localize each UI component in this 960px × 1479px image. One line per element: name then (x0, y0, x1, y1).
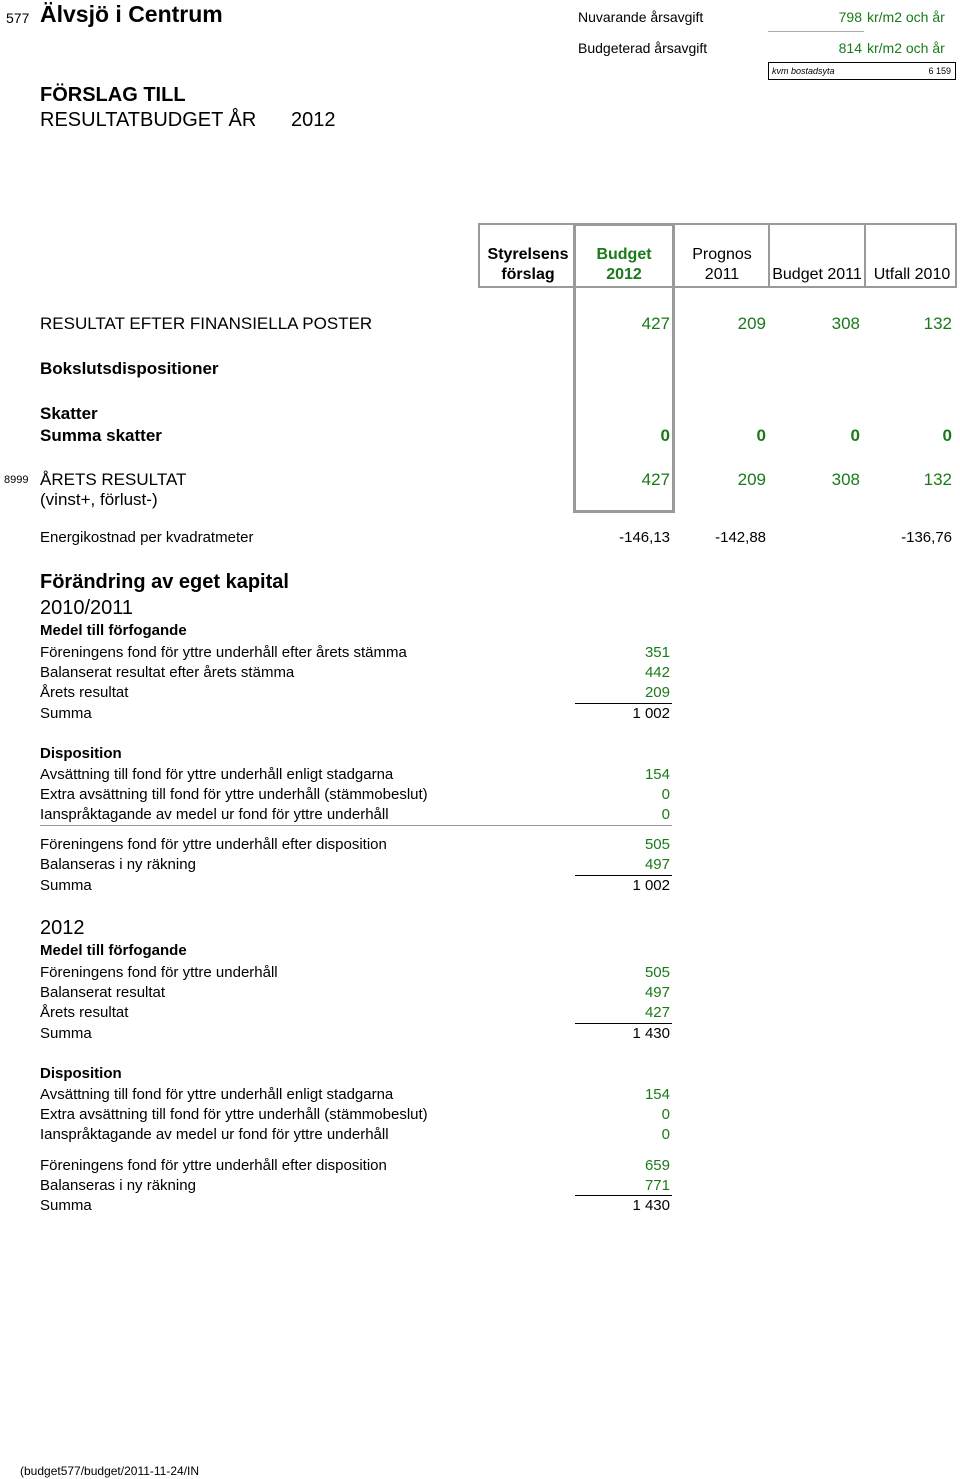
arets-resultat-label: ÅRETS RESULTAT (40, 470, 187, 489)
p2-disp-label: Ianspråktagande av medel ur fond för yttre underhåll (40, 1126, 389, 1143)
after-financial-prognos: 209 (737, 314, 766, 333)
p1-disp-value: 497 (644, 856, 670, 873)
p1-disp-value: 505 (644, 836, 670, 853)
p1-medel-label: Balanserat resultat efter årets stämma (40, 664, 295, 681)
sum-rule (575, 703, 672, 704)
p1-medel-label: Årets resultat (40, 684, 129, 701)
p1-disp-value: 0 (661, 786, 670, 803)
arets-resultat-budget: 427 (641, 470, 670, 489)
equity-title: Förändring av eget kapital (40, 571, 289, 593)
p2-disp-label: Avsättning till fond för yttre underhåll enligt stadgarna (40, 1086, 394, 1103)
arets-resultat-sub: (vinst+, förlust-) (40, 490, 158, 509)
summa-skatter-utfall: 0 (942, 426, 952, 445)
p1-disp-value: 0 (661, 806, 670, 823)
p2-disp-sum-value: 1 430 (632, 1197, 670, 1214)
area-box (768, 62, 956, 80)
after-financial-budget2011: 308 (831, 314, 860, 333)
arets-resultat-budget2011: 308 (831, 470, 860, 489)
p2-medel-heading: Medel till förfogande (40, 942, 187, 959)
p2-medel-value: 497 (644, 984, 670, 1001)
p1-medel-label: Föreningens fond för yttre underhåll efter årets stämma (40, 644, 407, 661)
area-label: kvm bostadsyta (772, 66, 835, 76)
p2-medel-sum-label: Summa (40, 1025, 92, 1042)
col-budget-year: 2012 (606, 266, 642, 283)
page-number: 577 (6, 10, 30, 26)
budget-fee-value: 814 (838, 40, 862, 56)
summa-skatter-prognos: 0 (756, 426, 766, 445)
p2-medel-label: Årets resultat (40, 1004, 129, 1021)
p2-disp-value: 771 (644, 1177, 670, 1194)
current-fee-label: Nuvarande årsavgift (578, 9, 704, 25)
after-financial-budget: 427 (641, 314, 670, 333)
arets-resultat-prognos: 209 (737, 470, 766, 489)
current-fee-unit: kr/m2 och år (867, 9, 945, 25)
p2-medel-label: Balanserat resultat (40, 984, 166, 1001)
p2-medel-value: 505 (644, 964, 670, 981)
p1-disp-label: Avsättning till fond för yttre underhåll enligt stadgarna (40, 766, 394, 783)
col-forslag: förslag (501, 266, 555, 283)
p2-medel-label: Föreningens fond för yttre underhåll (40, 964, 278, 981)
after-financial-label: RESULTAT EFTER FINANSIELLA POSTER (40, 314, 373, 333)
current-fee-value: 798 (838, 9, 862, 25)
after-financial-utfall: 132 (923, 314, 952, 333)
p2-disp-label: Balanseras i ny räkning (40, 1177, 196, 1194)
skatter-label: Skatter (40, 404, 98, 423)
header-divider (768, 223, 770, 288)
footer-reference: (budget577/budget/2011-11-24/IN (20, 1464, 200, 1478)
equity-period-2: 2012 (40, 917, 85, 939)
p2-disp-label: Extra avsättning till fond för yttre underhåll (stämmobeslut) (40, 1106, 428, 1123)
proposal-subheading: RESULTATBUDGET ÅR (40, 109, 257, 131)
col-prognos-year: 2011 (704, 266, 740, 283)
association-title: Älvsjö i Centrum (40, 1, 223, 27)
summa-skatter-label: Summa skatter (40, 426, 162, 445)
energy-prognos: -142,88 (715, 529, 766, 546)
p1-disp-label: Balanseras i ny räkning (40, 856, 196, 873)
p2-disp-value: 154 (644, 1086, 670, 1103)
col-prognos: Prognos (692, 246, 752, 263)
header-bottom-rule (478, 286, 957, 288)
p1-disp-label: Ianspråktagande av medel ur fond för yttre underhåll (40, 806, 389, 823)
p1-medel-heading: Medel till förfogande (40, 622, 187, 639)
sum-rule (575, 1195, 672, 1196)
p1-medel-value: 442 (644, 664, 670, 681)
arets-resultat-utfall: 132 (923, 470, 952, 489)
equity-period-1: 2010/2011 (40, 597, 134, 619)
area-value: 6 159 (928, 66, 951, 76)
account-code: 8999 (4, 474, 29, 486)
sum-rule (575, 1023, 672, 1024)
p2-disp-value: 0 (661, 1126, 670, 1143)
col-utfall-2010: Utfall 2010 (873, 266, 951, 283)
bokslut-label: Bokslutsdispositioner (40, 359, 219, 378)
p2-disp-label: Föreningens fond för yttre underhåll efter disposition (40, 1157, 387, 1174)
fee-divider (768, 31, 864, 32)
energy-utfall: -136,76 (901, 529, 952, 546)
budget-fee-label: Budgeterad årsavgift (578, 40, 708, 56)
col-budget: Budget (596, 246, 652, 263)
summa-skatter-budget2011: 0 (850, 426, 860, 445)
disp-rule (40, 825, 672, 826)
proposal-year: 2012 (291, 109, 336, 131)
col-budget-2011: Budget 2011 (772, 266, 862, 283)
sum-rule (575, 875, 672, 876)
p2-disp-heading: Disposition (40, 1065, 122, 1082)
energy-label: Energikostnad per kvadratmeter (40, 529, 254, 546)
p1-medel-value: 209 (644, 684, 670, 701)
p1-disp-sum-value: 1 002 (632, 877, 670, 894)
p1-disp-value: 154 (644, 766, 670, 783)
p2-medel-value: 427 (644, 1004, 670, 1021)
energy-budget: -146,13 (619, 529, 670, 546)
p1-medel-value: 351 (644, 644, 670, 661)
p1-disp-sum-label: Summa (40, 877, 92, 894)
p1-disp-label: Föreningens fond för yttre underhåll efter disposition (40, 836, 387, 853)
summa-skatter-budget: 0 (660, 426, 670, 445)
p1-medel-sum-label: Summa (40, 705, 92, 722)
p2-disp-sum-label: Summa (40, 1197, 92, 1214)
proposal-heading: FÖRSLAG TILL (40, 84, 186, 106)
p1-medel-sum-value: 1 002 (632, 705, 670, 722)
p1-disp-label: Extra avsättning till fond för yttre underhåll (stämmobeslut) (40, 786, 428, 803)
p2-medel-sum-value: 1 430 (632, 1025, 670, 1042)
col-styrelsens: Styrelsens (487, 246, 569, 263)
p2-disp-value: 0 (661, 1106, 670, 1123)
p2-disp-value: 659 (644, 1157, 670, 1174)
header-divider-2 (864, 223, 866, 288)
p1-disp-heading: Disposition (40, 745, 122, 762)
budget-fee-unit: kr/m2 och år (867, 40, 945, 56)
